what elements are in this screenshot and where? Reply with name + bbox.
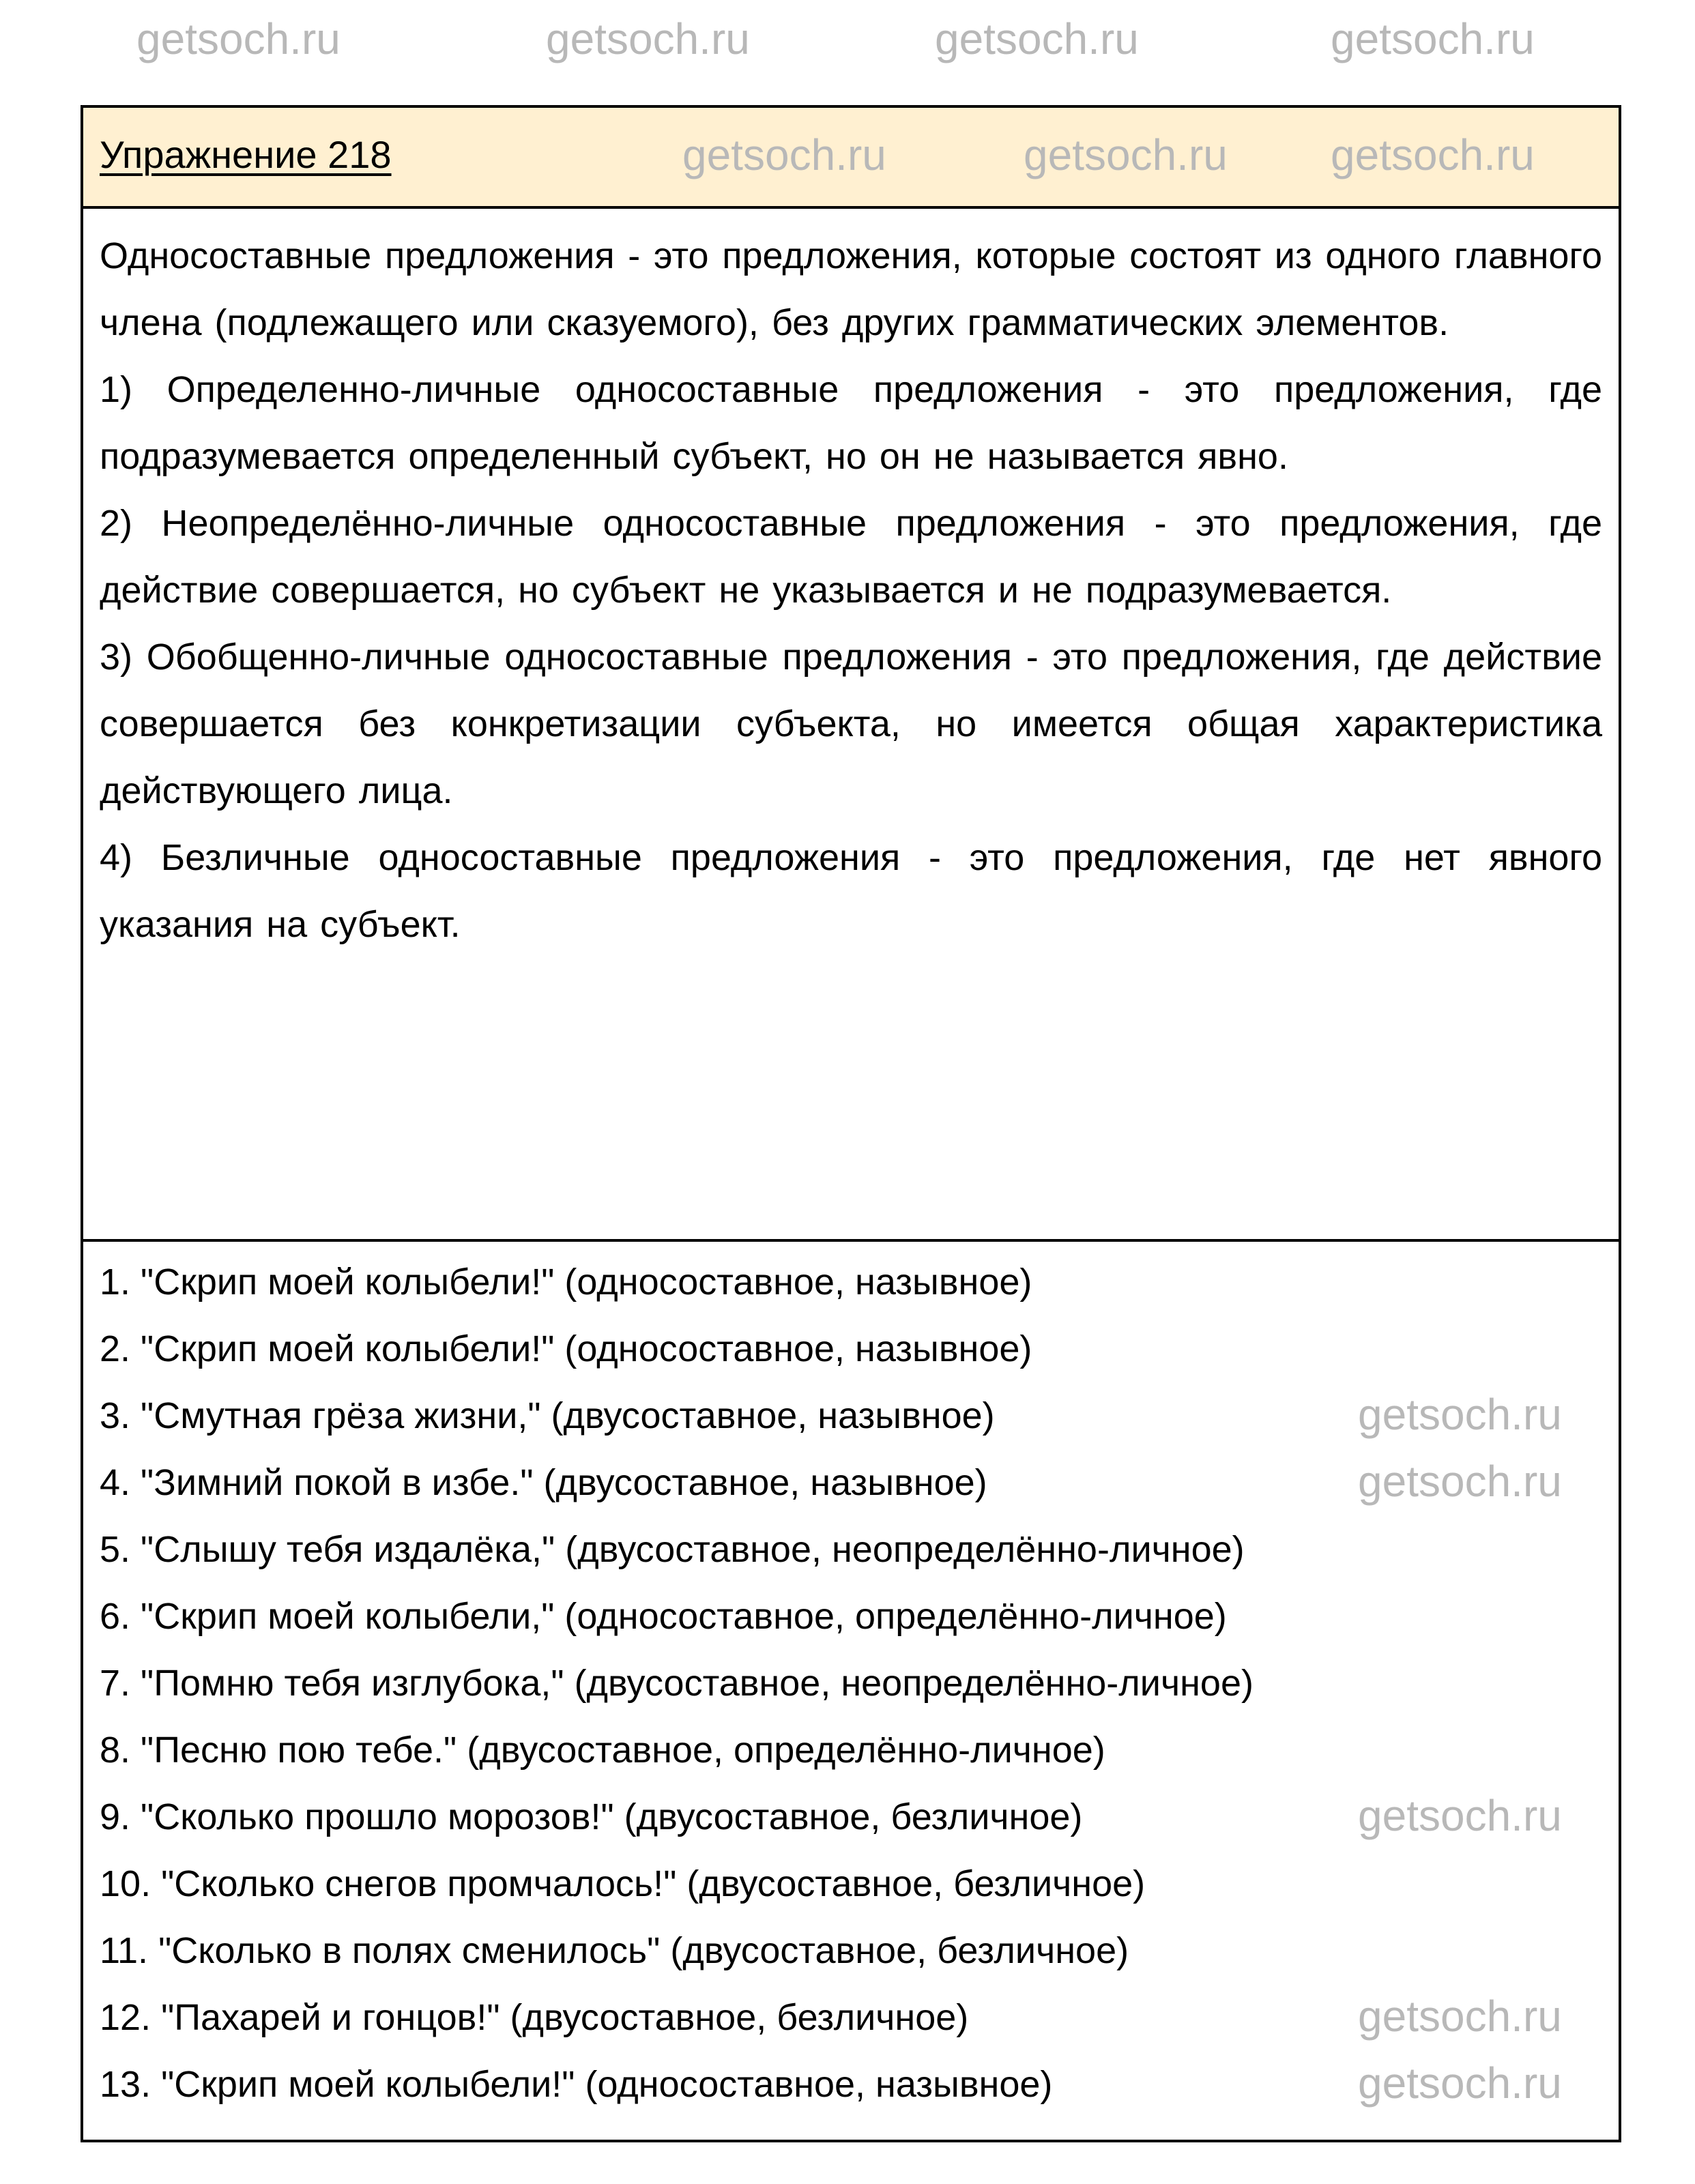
answer-item: 6. "Скрип моей колыбели," (односоставное, определённо-личное) (100, 1596, 1227, 1637)
watermark: getsoch.ru (1358, 1390, 1562, 1439)
theory-intro: Односоставные предложения - это предложения, которые состоят из одного главного члена (подлежащего или сказуемого), без других грамматических элементов. (100, 235, 1602, 343)
answer-item: 4. "Зимний покой в избе." (двусоставное, назывное) (100, 1462, 987, 1503)
watermark: getsoch.ru (1331, 14, 1535, 63)
watermark: getsoch.ru (136, 14, 341, 63)
answer-item: 13. "Скрип моей колыбели!" (односоставное, назывное) (100, 2064, 1053, 2105)
watermark: getsoch.ru (1358, 1791, 1562, 1840)
answer-item: 3. "Смутная грёза жизни," (двусоставное, назывное) (100, 1395, 995, 1436)
theory-section (83, 209, 1619, 1242)
watermark: getsoch.ru (1024, 130, 1228, 179)
answer-item: 11. "Сколько в полях сменилось" (двусоставное, безличное) (100, 1930, 1129, 1971)
answer-item: 2. "Скрип моей колыбели!" (односоставное, назывное) (100, 1328, 1032, 1369)
answer-item: 7. "Помню тебя изглубока," (двусоставное, неопределённо-личное) (100, 1663, 1254, 1704)
theory-item: 1) Определенно-личные односоставные предложения - это предложения, где подразумевается определенный субъект, но он не называется явно. (100, 369, 1602, 477)
answer-item: 9. "Сколько прошло морозов!" (двусоставное, безличное) (100, 1796, 1083, 1837)
exercise-header (83, 108, 1619, 209)
exercise-title: Упражнение 218 (100, 133, 392, 176)
watermark: getsoch.ru (1331, 130, 1535, 179)
watermark: getsoch.ru (546, 14, 750, 63)
answer-item: 12. "Пахарей и гонцов!" (двусоставное, безличное) (100, 1997, 969, 2038)
theory-item: 4) Безличные односоставные предложения - это предложения, где нет явного указания на субъект. (100, 837, 1602, 945)
theory-item: 3) Обобщенно-личные односоставные предложения - это предложения, где действие совершается без конкретизации субъекта, но имеется общая характеристика действующего лица. (100, 637, 1602, 811)
answer-item: 8. "Песню пою тебе." (двусоставное, определённо-личное) (100, 1730, 1105, 1771)
watermark: getsoch.ru (1358, 1992, 1562, 2041)
answer-item: 10. "Сколько снегов промчалось!" (двусоставное, безличное) (100, 1863, 1146, 1904)
watermark: getsoch.ru (935, 14, 1139, 63)
answer-item: 1. "Скрип моей колыбели!" (односоставное, назывное) (100, 1262, 1032, 1302)
theory-item: 2) Неопределённо-личные односоставные предложения - это предложения, где действие совершается, но субъект не указывается и не подразумевается. (100, 503, 1602, 611)
exercise-table (81, 105, 1621, 2142)
watermark: getsoch.ru (682, 130, 886, 179)
answers-list (83, 1242, 1619, 2118)
watermark: getsoch.ru (1358, 1457, 1562, 1506)
watermark: getsoch.ru (1358, 2058, 1562, 2108)
answer-item: 5. "Слышу тебя издалёка," (двусоставное, неопределённо-личное) (100, 1529, 1245, 1570)
